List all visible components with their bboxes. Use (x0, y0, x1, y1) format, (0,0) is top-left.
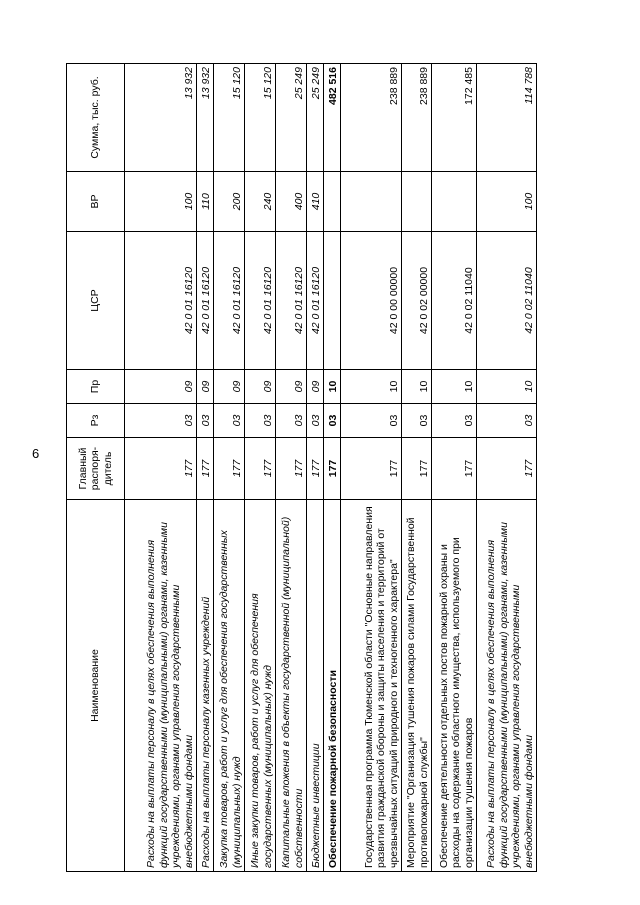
cell-section: 03 (197, 404, 214, 438)
table-row (402, 64, 432, 872)
cell-sum: 13 932 (125, 64, 197, 172)
cell-name: Капитальные вложения в объекты государственной (муниципальной) собственности (276, 500, 307, 872)
header-expense-type: ВР (67, 172, 125, 232)
cell-target-item: 42 0 02 00000 (402, 232, 432, 370)
cell-expense-type: 400 (276, 172, 307, 232)
cell-sum: 25 249 (307, 64, 324, 172)
cell-section: 03 (125, 404, 197, 438)
table-row (214, 64, 245, 872)
cell-name: Закупка товаров, работ и услуг для обеспечения государственных (муниципальных) нужд (214, 500, 245, 872)
cell-target-item: 42 0 01 16120 (276, 232, 307, 370)
cell-target-item: 42 0 01 16120 (307, 232, 324, 370)
cell-sum: 172 485 (432, 64, 477, 172)
cell-section: 03 (245, 404, 276, 438)
table-row (477, 64, 537, 872)
cell-name: Государственная программа Тюменской области "Основные направления развития гражданской обороны и защиты населения и территорий от чрезвычайных ситуаций природного и техногенного характера" (341, 500, 402, 872)
cell-target-item: 42 0 01 16120 (214, 232, 245, 370)
cell-target-item: 42 0 02 11040 (477, 232, 537, 370)
cell-expense-type: 200 (214, 172, 245, 232)
cell-expense-type (324, 172, 341, 232)
cell-sum: 25 249 (276, 64, 307, 172)
cell-name: Бюджетные инвестиции (307, 500, 324, 872)
cell-expense-type: 240 (245, 172, 276, 232)
cell-expense-type: 410 (307, 172, 324, 232)
cell-sum: 15 120 (214, 64, 245, 172)
cell-subsection: 09 (245, 370, 276, 404)
table-row (245, 64, 276, 872)
cell-sum: 15 120 (245, 64, 276, 172)
table-row (324, 64, 341, 872)
cell-main-manager: 177 (324, 438, 341, 500)
cell-target-item: 42 0 00 00000 (341, 232, 402, 370)
cell-sum: 238 889 (341, 64, 402, 172)
cell-name: Обеспечение деятельности отдельных постов пожарной охраны и расходы на содержание областного имущества, используемого при организации тушения пожаров (432, 500, 477, 872)
cell-target-item: 42 0 01 16120 (245, 232, 276, 370)
table-row (432, 64, 477, 872)
cell-subsection: 10 (402, 370, 432, 404)
table-row (276, 64, 307, 872)
cell-expense-type: 100 (125, 172, 197, 232)
budget-table (66, 63, 537, 872)
header-main-manager: Главный распоря-дитель (67, 438, 125, 500)
cell-subsection: 10 (341, 370, 402, 404)
cell-section: 03 (307, 404, 324, 438)
cell-main-manager: 177 (245, 438, 276, 500)
cell-name: Иные закупки товаров, работ и услуг для обеспечения государственных (муниципальных) нужд (245, 500, 276, 872)
cell-section: 03 (324, 404, 341, 438)
cell-section: 03 (477, 404, 537, 438)
cell-main-manager: 177 (341, 438, 402, 500)
cell-name: Мероприятие "Организация тушения пожаров силами Государственной противопожарной службы" (402, 500, 432, 872)
table-row (197, 64, 214, 872)
cell-sum: 482 516 (324, 64, 341, 172)
cell-sum: 13 932 (197, 64, 214, 172)
cell-name: Расходы на выплаты персоналу в целях обеспечения выполнения функций государственными (муниципальными) органами, казенными учреждениями, органами управления государственными внебюджетными фондами (477, 500, 537, 872)
cell-main-manager: 177 (307, 438, 324, 500)
table-row (341, 64, 402, 872)
cell-name: Расходы на выплаты персоналу в целях обеспечения выполнения функций государственными (муниципальными) органами, казенными учреждениями, органами управления государственными внебюджетными фондами (125, 500, 197, 872)
cell-sum: 114 788 (477, 64, 537, 172)
cell-expense-type (341, 172, 402, 232)
header-subsection: Пр (67, 370, 125, 404)
cell-sum: 238 889 (402, 64, 432, 172)
cell-name: Обеспечение пожарной безопасности (324, 500, 341, 872)
cell-main-manager: 177 (197, 438, 214, 500)
cell-main-manager: 177 (276, 438, 307, 500)
cell-expense-type: 100 (477, 172, 537, 232)
cell-section: 03 (341, 404, 402, 438)
table-row (307, 64, 324, 872)
table-header-row (67, 64, 125, 872)
cell-section: 03 (402, 404, 432, 438)
table-body (125, 64, 537, 872)
cell-subsection: 10 (477, 370, 537, 404)
header-name: Наименование (67, 500, 125, 872)
cell-main-manager: 177 (402, 438, 432, 500)
cell-target-item: 42 0 02 11040 (432, 232, 477, 370)
rotated-table-container (66, 64, 535, 872)
cell-subsection: 09 (125, 370, 197, 404)
cell-subsection: 10 (324, 370, 341, 404)
table-row (125, 64, 197, 872)
cell-subsection: 09 (197, 370, 214, 404)
cell-main-manager: 177 (477, 438, 537, 500)
header-sum: Сумма, тыс. руб. (67, 64, 125, 172)
cell-expense-type (432, 172, 477, 232)
cell-section: 03 (432, 404, 477, 438)
page-number: 6 (32, 446, 40, 461)
cell-subsection: 09 (214, 370, 245, 404)
header-target-item: ЦСР (67, 232, 125, 370)
cell-section: 03 (276, 404, 307, 438)
cell-subsection: 09 (307, 370, 324, 404)
cell-name: Расходы на выплаты персоналу казенных учреждений (197, 500, 214, 872)
cell-subsection: 10 (432, 370, 477, 404)
cell-expense-type (402, 172, 432, 232)
cell-target-item: 42 0 01 16120 (125, 232, 197, 370)
cell-section: 03 (214, 404, 245, 438)
cell-subsection: 09 (276, 370, 307, 404)
cell-main-manager: 177 (125, 438, 197, 500)
cell-expense-type: 110 (197, 172, 214, 232)
cell-target-item: 42 0 01 16120 (197, 232, 214, 370)
cell-target-item (324, 232, 341, 370)
cell-main-manager: 177 (432, 438, 477, 500)
cell-main-manager: 177 (214, 438, 245, 500)
header-section: Рз (67, 404, 125, 438)
